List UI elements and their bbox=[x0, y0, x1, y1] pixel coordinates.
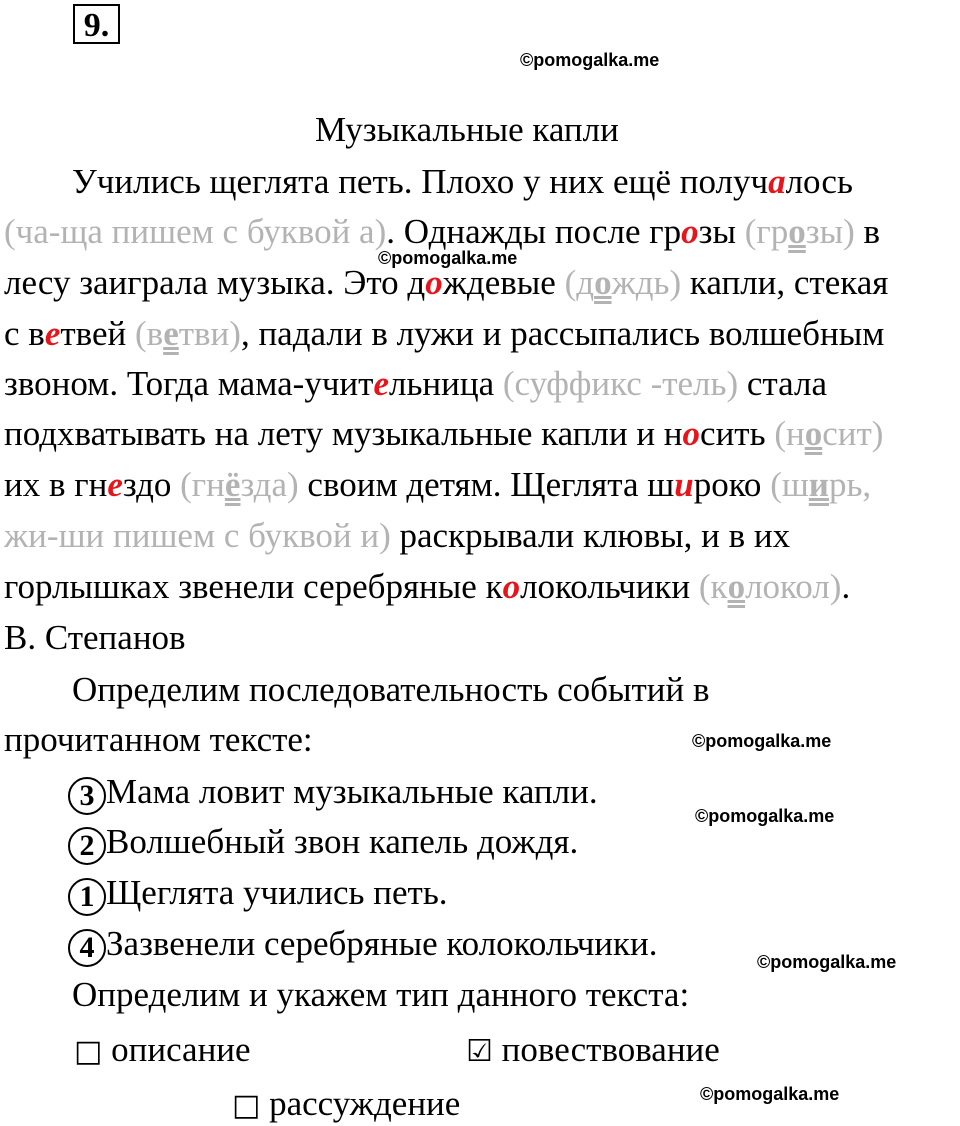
checkbox-checked-icon[interactable]: ☑ bbox=[466, 1034, 493, 1069]
text-line: Учились щеглята петь. Плохо у них ещё получалось bbox=[72, 162, 853, 201]
event-item: 1 Щеглята учились петь. bbox=[68, 873, 448, 916]
event-number: 1 bbox=[68, 878, 106, 916]
event-item: 3 Мама ловит музыкальные капли. bbox=[68, 772, 598, 815]
watermark: ©pomogalka.me bbox=[700, 1084, 840, 1104]
checkbox-empty-icon[interactable]: □ bbox=[232, 1088, 261, 1123]
text-line: их в гнездо (гнёзда) своим детям. Щеглята широко (ширь, bbox=[4, 465, 872, 504]
option-description[interactable]: □ описание bbox=[74, 1030, 251, 1069]
text-line: подхватывать на лету музыкальные капли и носить (носит) bbox=[4, 414, 884, 453]
option-reasoning[interactable]: □ рассуждение bbox=[232, 1084, 461, 1123]
text-line: с ветвей (ветви), падали в лужи и рассыпались волшебным bbox=[4, 314, 885, 353]
watermark: ©pomogalka.me bbox=[692, 731, 832, 751]
watermark: ©pomogalka.me bbox=[520, 50, 660, 70]
question-line: прочитанном тексте: bbox=[4, 720, 313, 759]
story-title: Музыкальные капли bbox=[315, 110, 619, 149]
option-narration[interactable]: ☑ повествование bbox=[466, 1030, 720, 1069]
event-number: 3 bbox=[68, 777, 106, 815]
author: В. Степанов bbox=[4, 618, 186, 657]
watermark: ©pomogalka.me bbox=[695, 806, 835, 826]
text-line: звоном. Тогда мама-учительница (суффикс -тель) стала bbox=[4, 364, 827, 403]
text-line: горлышках звенели серебряные колокольчики (колокол). bbox=[4, 567, 851, 606]
event-number: 4 bbox=[68, 929, 106, 967]
text-line: (ча-ща пишем с буквой а). Однажды после грозы (грозы) в bbox=[4, 212, 881, 251]
event-number: 2 bbox=[68, 827, 106, 865]
text-line: лесу заиграла музыка. Это дождевые (дождь) капли, стекая bbox=[4, 263, 889, 302]
event-item: 2 Волшебный звон капель дождя. bbox=[68, 822, 578, 865]
event-item: 4 Зазвенели серебряные колокольчики. bbox=[68, 924, 658, 967]
text-line: жи-ши пишем с буквой и) раскрывали клювы, и в их bbox=[4, 516, 791, 555]
task-number: 9. bbox=[73, 4, 120, 44]
watermark: ©pomogalka.me bbox=[757, 952, 897, 972]
checkbox-empty-icon[interactable]: □ bbox=[74, 1034, 103, 1069]
watermark: ©pomogalka.me bbox=[378, 248, 518, 268]
question-line: Определим последовательность событий в bbox=[72, 670, 710, 709]
question-line: Определим и укажем тип данного текста: bbox=[72, 975, 690, 1014]
